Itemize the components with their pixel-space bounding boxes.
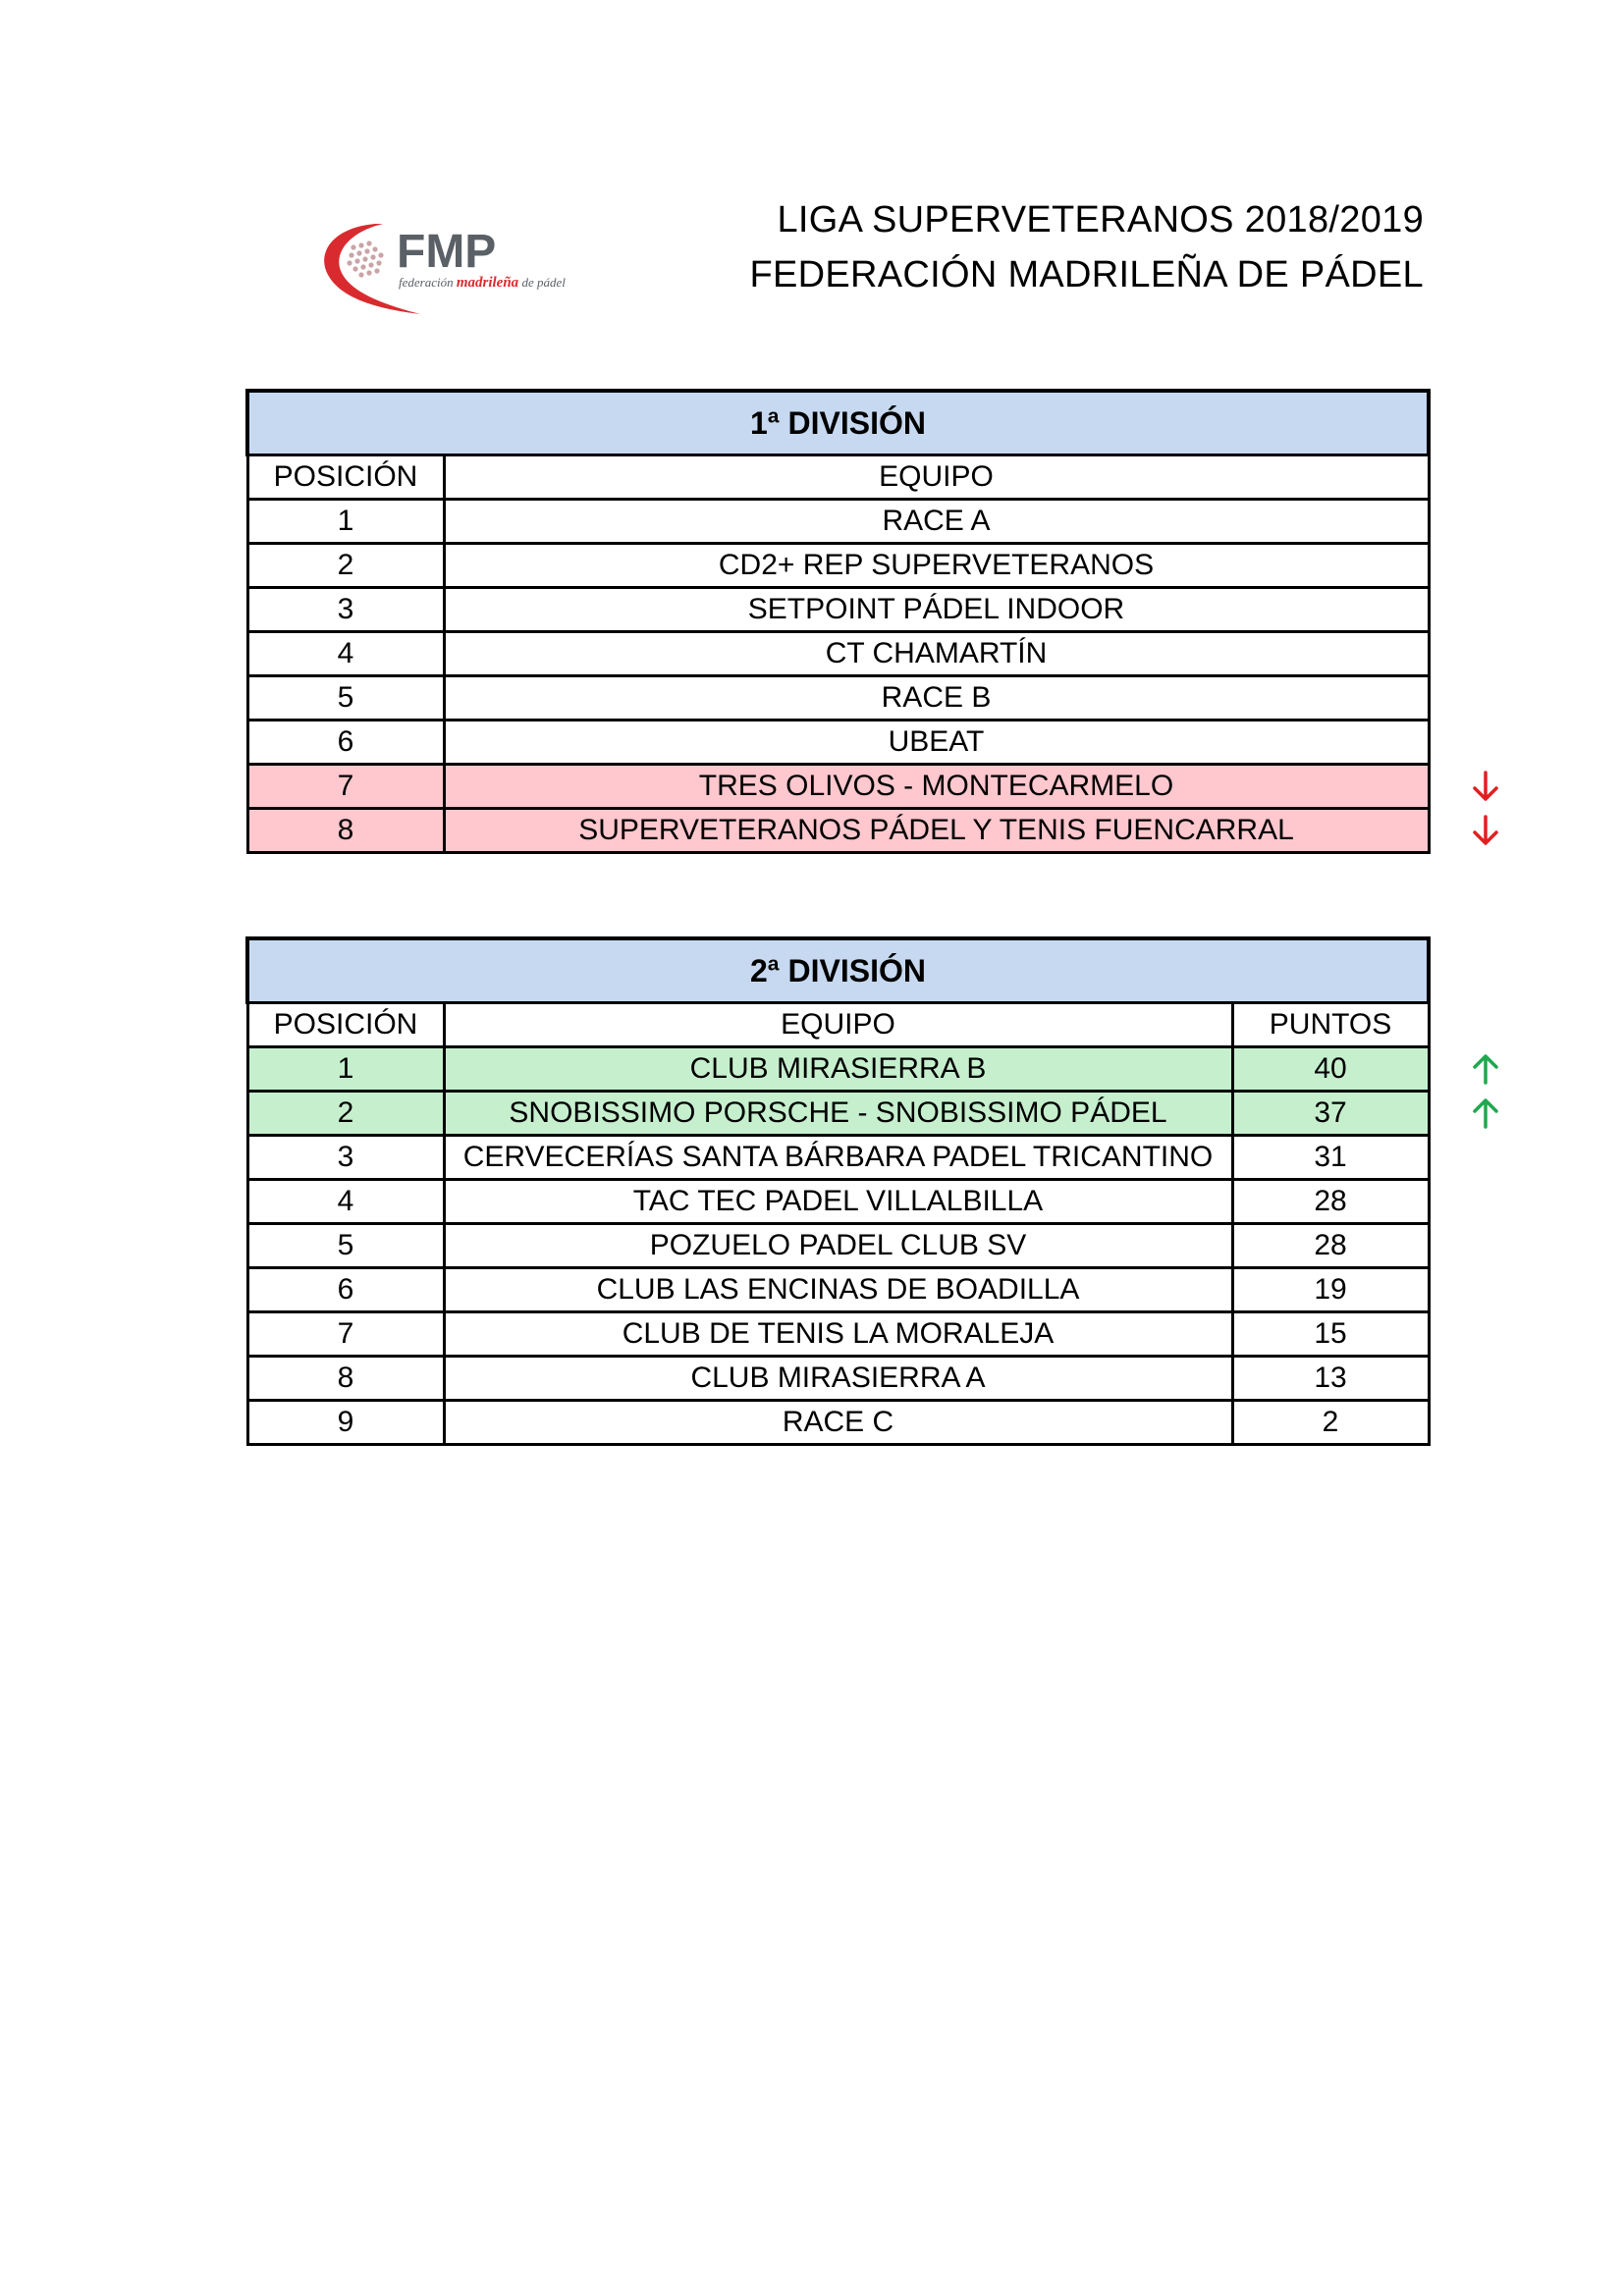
team-cell: RACE B — [444, 676, 1429, 721]
position-header: POSICIÓN — [247, 455, 444, 500]
table-row — [247, 809, 1429, 853]
team-cell: CLUB LAS ENCINAS DE BOADILLA — [444, 1268, 1232, 1312]
points-cell: 19 — [1232, 1268, 1429, 1312]
team-cell: SNOBISSIMO PORSCHE - SNOBISSIMO PÁDEL — [444, 1092, 1232, 1136]
team-header: EQUIPO — [444, 455, 1429, 500]
position-header: POSICIÓN — [247, 1003, 444, 1047]
position-cell: 4 — [247, 632, 444, 676]
table-row — [247, 1136, 1429, 1180]
position-cell: 2 — [247, 1092, 444, 1136]
table-row — [247, 544, 1429, 588]
position-cell: 7 — [247, 1312, 444, 1357]
position-cell: 6 — [247, 1268, 444, 1312]
team-cell: CD2+ REP SUPERVETERANOS — [444, 544, 1429, 588]
position-cell: 5 — [247, 1224, 444, 1268]
position-cell: 5 — [247, 676, 444, 721]
position-cell: 3 — [247, 1136, 444, 1180]
division-1-table — [245, 389, 1431, 854]
team-cell: SETPOINT PÁDEL INDOOR — [444, 588, 1429, 632]
table-row — [247, 1047, 1429, 1092]
table-row — [247, 1401, 1429, 1445]
position-cell: 1 — [247, 500, 444, 544]
position-cell: 9 — [247, 1401, 444, 1445]
position-cell: 6 — [247, 721, 444, 765]
team-cell: CLUB MIRASIERRA B — [444, 1047, 1232, 1092]
team-header: EQUIPO — [444, 1003, 1232, 1047]
federation-title: FEDERACIÓN MADRILEÑA DE PÁDEL — [749, 254, 1424, 295]
team-cell: CERVECERÍAS SANTA BÁRBARA PADEL TRICANTINO — [444, 1136, 1232, 1180]
position-cell: 7 — [247, 765, 444, 809]
promotion-arrow-icon — [1471, 1052, 1500, 1086]
team-cell: UBEAT — [444, 721, 1429, 765]
position-cell: 2 — [247, 544, 444, 588]
table-row — [247, 1180, 1429, 1224]
points-cell: 40 — [1232, 1047, 1429, 1092]
points-cell: 31 — [1232, 1136, 1429, 1180]
position-cell: 1 — [247, 1047, 444, 1092]
team-cell: CLUB DE TENIS LA MORALEJA — [444, 1312, 1232, 1357]
table-row — [247, 765, 1429, 809]
team-cell: TAC TEC PADEL VILLALBILLA — [444, 1180, 1232, 1224]
team-cell: CLUB MIRASIERRA A — [444, 1357, 1232, 1401]
position-cell: 8 — [247, 809, 444, 853]
points-cell: 2 — [1232, 1401, 1429, 1445]
points-cell: 28 — [1232, 1224, 1429, 1268]
division-2-title: 2ª DIVISIÓN — [247, 938, 1429, 1003]
points-cell: 15 — [1232, 1312, 1429, 1357]
table-row — [247, 632, 1429, 676]
table-row — [247, 1357, 1429, 1401]
position-cell: 4 — [247, 1180, 444, 1224]
fmp-logo — [314, 210, 581, 320]
table-row — [247, 1312, 1429, 1357]
division-2-table — [245, 936, 1431, 1446]
table-row — [247, 588, 1429, 632]
table-row — [247, 1268, 1429, 1312]
document-header — [749, 192, 1424, 302]
team-cell: RACE A — [444, 500, 1429, 544]
team-cell: SUPERVETERANOS PÁDEL Y TENIS FUENCARRAL — [444, 809, 1429, 853]
league-title: LIGA SUPERVETERANOS 2018/2019 — [777, 199, 1424, 240]
table-row — [247, 676, 1429, 721]
table-row — [247, 721, 1429, 765]
points-cell: 13 — [1232, 1357, 1429, 1401]
team-cell: POZUELO PADEL CLUB SV — [444, 1224, 1232, 1268]
table-row — [247, 1224, 1429, 1268]
team-cell: TRES OLIVOS - MONTECARMELO — [444, 765, 1429, 809]
promotion-arrow-icon — [1471, 1096, 1500, 1130]
division-1-title: 1ª DIVISIÓN — [247, 391, 1429, 455]
team-cell: CT CHAMARTÍN — [444, 632, 1429, 676]
position-cell: 3 — [247, 588, 444, 632]
table-row — [247, 1092, 1429, 1136]
points-cell: 37 — [1232, 1092, 1429, 1136]
team-cell: RACE C — [444, 1401, 1232, 1445]
table-row — [247, 500, 1429, 544]
position-cell: 8 — [247, 1357, 444, 1401]
logo-acronym: FMP — [397, 226, 497, 278]
logo-tagline: federación madrileña de pádel — [399, 275, 566, 291]
relegation-arrow-icon — [1471, 814, 1500, 847]
points-header: PUNTOS — [1232, 1003, 1429, 1047]
points-cell: 28 — [1232, 1180, 1429, 1224]
relegation-arrow-icon — [1471, 770, 1500, 803]
